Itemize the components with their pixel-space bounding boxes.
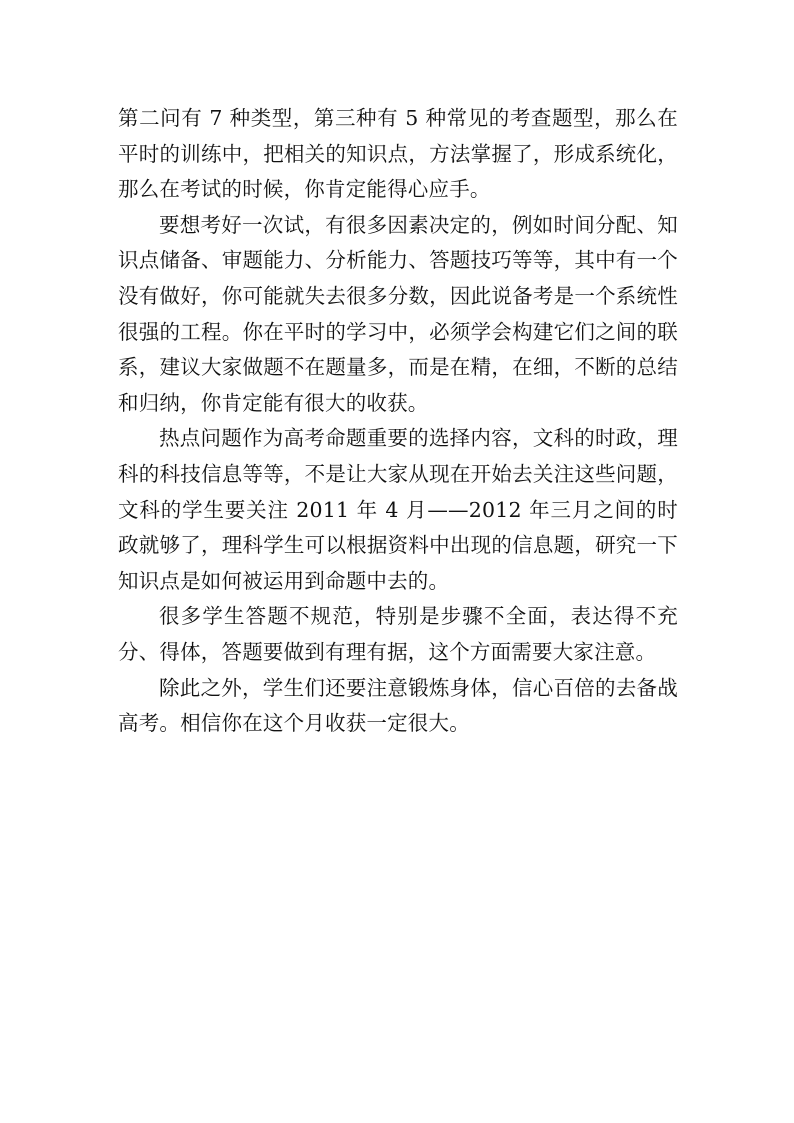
paragraph-closing: 除此之外，学生们还要注意锻炼身体，信心百倍的去备战高考。相信你在这个月收获一定很大。 (118, 675, 678, 736)
paragraph-hot-topics: 热点问题作为高考命题重要的选择内容，文科的时政，理科的科技信息等等，不是让大家从现在开始去关注这些问题，文科的学生要关注 2011 年 4 月——2012 年三月之间的时政就够了，理科学生可以根据资料中出现的信息题，研究一下知识点是如何被运用到命题中去的。 (118, 426, 678, 593)
paragraph-1-continued: 第二问有 7 种类型，第三种有 5 种常见的考查题型，那么在平时的训练中，把相关的知识点，方法掌握了，形成系统化，那么在考试的时候，你肯定能得心应手。 (118, 106, 678, 202)
paragraph-answer-norms: 很多学生答题不规范，特别是步骤不全面，表达得不充分、得体，答题要做到有理有据，这个方面需要大家注意。 (118, 604, 678, 664)
document-body (118, 101, 678, 742)
paragraph-exam-factors: 要想考好一次试，有很多因素决定的，例如时间分配、知识点储备、审题能力、分析能力、答题技巧等等，其中有一个没有做好，你可能就失去很多分数，因此说备考是一个系统性很强的工程。你在平时的学习中，必须学会构建它们之间的联系，建议大家做题不在题量多，而是在精，在细，不断的总结和归纳，你肯定能有很大的收获。 (118, 212, 678, 415)
